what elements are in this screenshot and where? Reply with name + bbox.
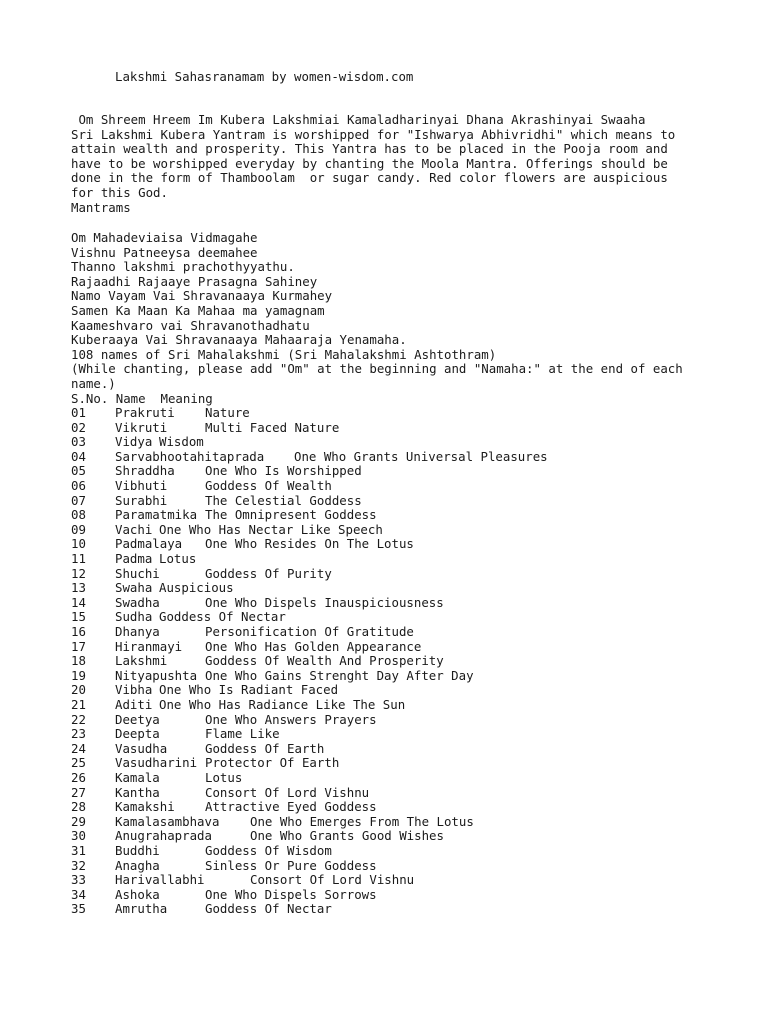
row-number: 03: [71, 434, 86, 450]
row-number: 15: [71, 609, 86, 625]
row-name: Anagha: [115, 857, 160, 873]
mantra-line: name.): [71, 376, 116, 391]
row-meaning: One Who Has Nectar Like Speech: [159, 521, 383, 537]
row-name: Vikruti: [115, 419, 168, 435]
intro-line: Sri Lakshmi Kubera Yantram is worshipped for "Ishwarya Abhivridhi" which means to: [71, 126, 676, 142]
intro-line: for this God.: [71, 185, 168, 200]
row-meaning: The Omnipresent Goddess: [205, 507, 377, 523]
row-meaning: One Who Dispels Sorrows: [205, 886, 377, 902]
row-name: Paramatmika: [115, 507, 198, 523]
row-name: Prakruti: [115, 405, 175, 420]
row-number: 16: [71, 624, 86, 639]
row-name: Vachi: [115, 521, 153, 537]
row-name: Vasudharini: [115, 755, 198, 771]
mantra-line: Thanno lakshmi prachothyyathu.: [71, 259, 295, 275]
row-number: 28: [71, 799, 86, 815]
mantra-line: Samen Ka Maan Ka Mahaa ma yamagnam: [71, 303, 325, 318]
row-name: Sudha: [115, 609, 153, 625]
row-number: 24: [71, 740, 86, 756]
row-number: 13: [71, 580, 86, 596]
row-name: Hiranmayi: [115, 638, 183, 654]
row-name: Vasudha: [115, 740, 168, 756]
row-number: 20: [71, 682, 86, 698]
mantra-line: Kuberaaya Vai Shravanaaya Mahaaraja Yenamaha.: [71, 332, 407, 348]
row-number: 07: [71, 492, 86, 508]
row-meaning: Flame Like: [205, 726, 280, 742]
row-number: 26: [71, 770, 86, 785]
intro-line: done in the form of Thamboolam or sugar candy. Red color flowers are auspicious: [71, 170, 668, 186]
row-number: 30: [71, 828, 86, 844]
row-meaning: One Who Dispels Inauspiciousness: [205, 594, 444, 610]
row-meaning: Goddess Of Wealth: [205, 478, 332, 493]
mantra-line: Namo Vayam Vai Shravanaaya Kurmahey: [71, 288, 333, 304]
row-name: Dhanya: [115, 624, 160, 639]
row-meaning: Multi Faced Nature: [205, 419, 340, 435]
row-number: 12: [71, 565, 86, 581]
row-name: Shraddha: [115, 463, 175, 479]
row-name: Ashoka: [115, 886, 160, 902]
row-meaning: Goddess Of Wisdom: [205, 843, 332, 858]
row-number: 31: [71, 843, 86, 858]
row-number: 21: [71, 697, 86, 712]
row-meaning: Personification Of Gratitude: [205, 624, 414, 639]
intro-line: Om Shreem Hreem Im Kubera Lakshmiai Kamaladharinyai Dhana Akrashinyai Swaaha: [71, 112, 646, 127]
row-name: Vibha: [115, 682, 153, 698]
row-meaning: Nature: [205, 405, 250, 420]
row-name: Buddhi: [115, 843, 160, 858]
row-name: Swadha: [115, 594, 160, 610]
intro-line: attain wealth and prosperity. This Yantra has to be placed in the Pooja room and: [71, 141, 668, 157]
row-meaning: One Who Has Radiance Like The Sun: [159, 697, 406, 712]
row-meaning: One Who Is Worshipped: [205, 463, 362, 479]
row-number: 14: [71, 594, 86, 610]
row-meaning: Protector Of Earth: [205, 755, 340, 771]
row-meaning: Goddess Of Earth: [205, 740, 325, 756]
row-meaning: One Who Gains Strenght Day After Day: [205, 667, 474, 683]
row-name: Surabhi: [115, 492, 168, 508]
row-meaning: Goddess Of Nectar: [205, 901, 332, 917]
row-number: 01: [71, 405, 86, 420]
row-meaning: The Celestial Goddess: [205, 492, 362, 508]
row-number: 04: [71, 448, 86, 464]
row-meaning: One Who Resides On The Lotus: [205, 536, 414, 552]
row-name: Nityapushta: [115, 667, 198, 683]
row-number: 33: [71, 872, 86, 888]
row-meaning: Goddess Of Purity: [205, 565, 332, 581]
row-name: Deepta: [115, 726, 160, 742]
row-meaning: One Who Emerges From The Lotus: [250, 813, 474, 829]
row-name: Aditi: [115, 697, 153, 712]
row-number: 27: [71, 784, 86, 800]
row-name: Harivallabhi: [115, 872, 205, 888]
row-meaning: Attractive Eyed Goddess: [205, 799, 377, 815]
mantra-line: Rajaadhi Rajaaye Prasagna Sahiney: [71, 273, 318, 289]
row-meaning: Consort Of Lord Vishnu: [205, 784, 370, 800]
row-meaning: One Who Grants Universal Pleasures: [294, 448, 548, 464]
row-number: 11: [71, 551, 86, 566]
mantra-line: Vishnu Patneeysa deemahee: [71, 244, 258, 260]
mantra-line: (While chanting, please add "Om" at the beginning and "Namaha:" at the end of each: [71, 361, 683, 377]
row-number: 17: [71, 638, 86, 654]
row-name: Kamala: [115, 770, 160, 785]
row-number: 34: [71, 886, 86, 902]
row-meaning: Auspicious: [159, 580, 234, 596]
row-name: Amrutha: [115, 901, 168, 917]
row-meaning: Goddess Of Wealth And Prosperity: [205, 653, 444, 669]
row-name: Anugrahaprada: [115, 828, 212, 844]
row-meaning: One Who Is Radiant Faced: [159, 682, 339, 698]
intro-line: Mantrams: [71, 199, 131, 215]
row-meaning: Lotus: [159, 551, 197, 566]
row-name: Swaha: [115, 580, 153, 596]
row-name: Kamalasambhava: [115, 813, 220, 829]
mantra-line: Kaameshvaro vai Shravanothadhatu: [71, 317, 310, 333]
row-number: 25: [71, 755, 86, 771]
row-number: 08: [71, 507, 86, 523]
row-name: Padma: [115, 551, 153, 566]
row-number: 32: [71, 857, 86, 873]
row-name: Kamakshi: [115, 799, 175, 815]
row-meaning: Consort Of Lord Vishnu: [250, 872, 415, 888]
row-number: 18: [71, 653, 86, 669]
row-meaning: Sinless Or Pure Goddess: [205, 857, 377, 873]
row-number: 02: [71, 419, 86, 435]
mantra-line: Om Mahadeviaisa Vidmagahe: [71, 230, 258, 245]
row-name: Vibhuti: [115, 478, 168, 493]
intro-line: have to be worshipped everyday by chanting the Moola Mantra. Offerings should be: [71, 155, 668, 171]
row-meaning: Goddess Of Nectar: [159, 609, 286, 625]
row-name: Deetya: [115, 711, 160, 727]
row-number: 09: [71, 521, 86, 537]
row-number: 35: [71, 901, 86, 917]
row-name: Sarvabhootahitaprada: [115, 448, 265, 464]
mantra-line: S.No. Name Meaning: [71, 390, 213, 406]
row-number: 06: [71, 478, 86, 493]
row-meaning: Lotus: [205, 770, 243, 785]
row-name: Lakshmi: [115, 653, 168, 669]
row-name: Kantha: [115, 784, 160, 800]
row-meaning: One Who Grants Good Wishes: [250, 828, 444, 844]
row-number: 10: [71, 536, 86, 552]
row-number: 05: [71, 463, 86, 479]
row-meaning: One Who Has Golden Appearance: [205, 638, 422, 654]
row-number: 29: [71, 813, 86, 829]
row-name: Vidya: [115, 434, 153, 450]
row-name: Shuchi: [115, 565, 160, 581]
row-number: 22: [71, 711, 86, 727]
row-number: 19: [71, 667, 86, 683]
row-meaning: One Who Answers Prayers: [205, 711, 377, 727]
mantra-line: 108 names of Sri Mahalakshmi (Sri Mahalakshmi Ashtothram): [71, 346, 497, 362]
row-meaning: Wisdom: [159, 434, 204, 450]
document-title: Lakshmi Sahasranamam by women-wisdom.com: [115, 69, 414, 84]
row-name: Padmalaya: [115, 536, 183, 552]
row-number: 23: [71, 726, 86, 742]
